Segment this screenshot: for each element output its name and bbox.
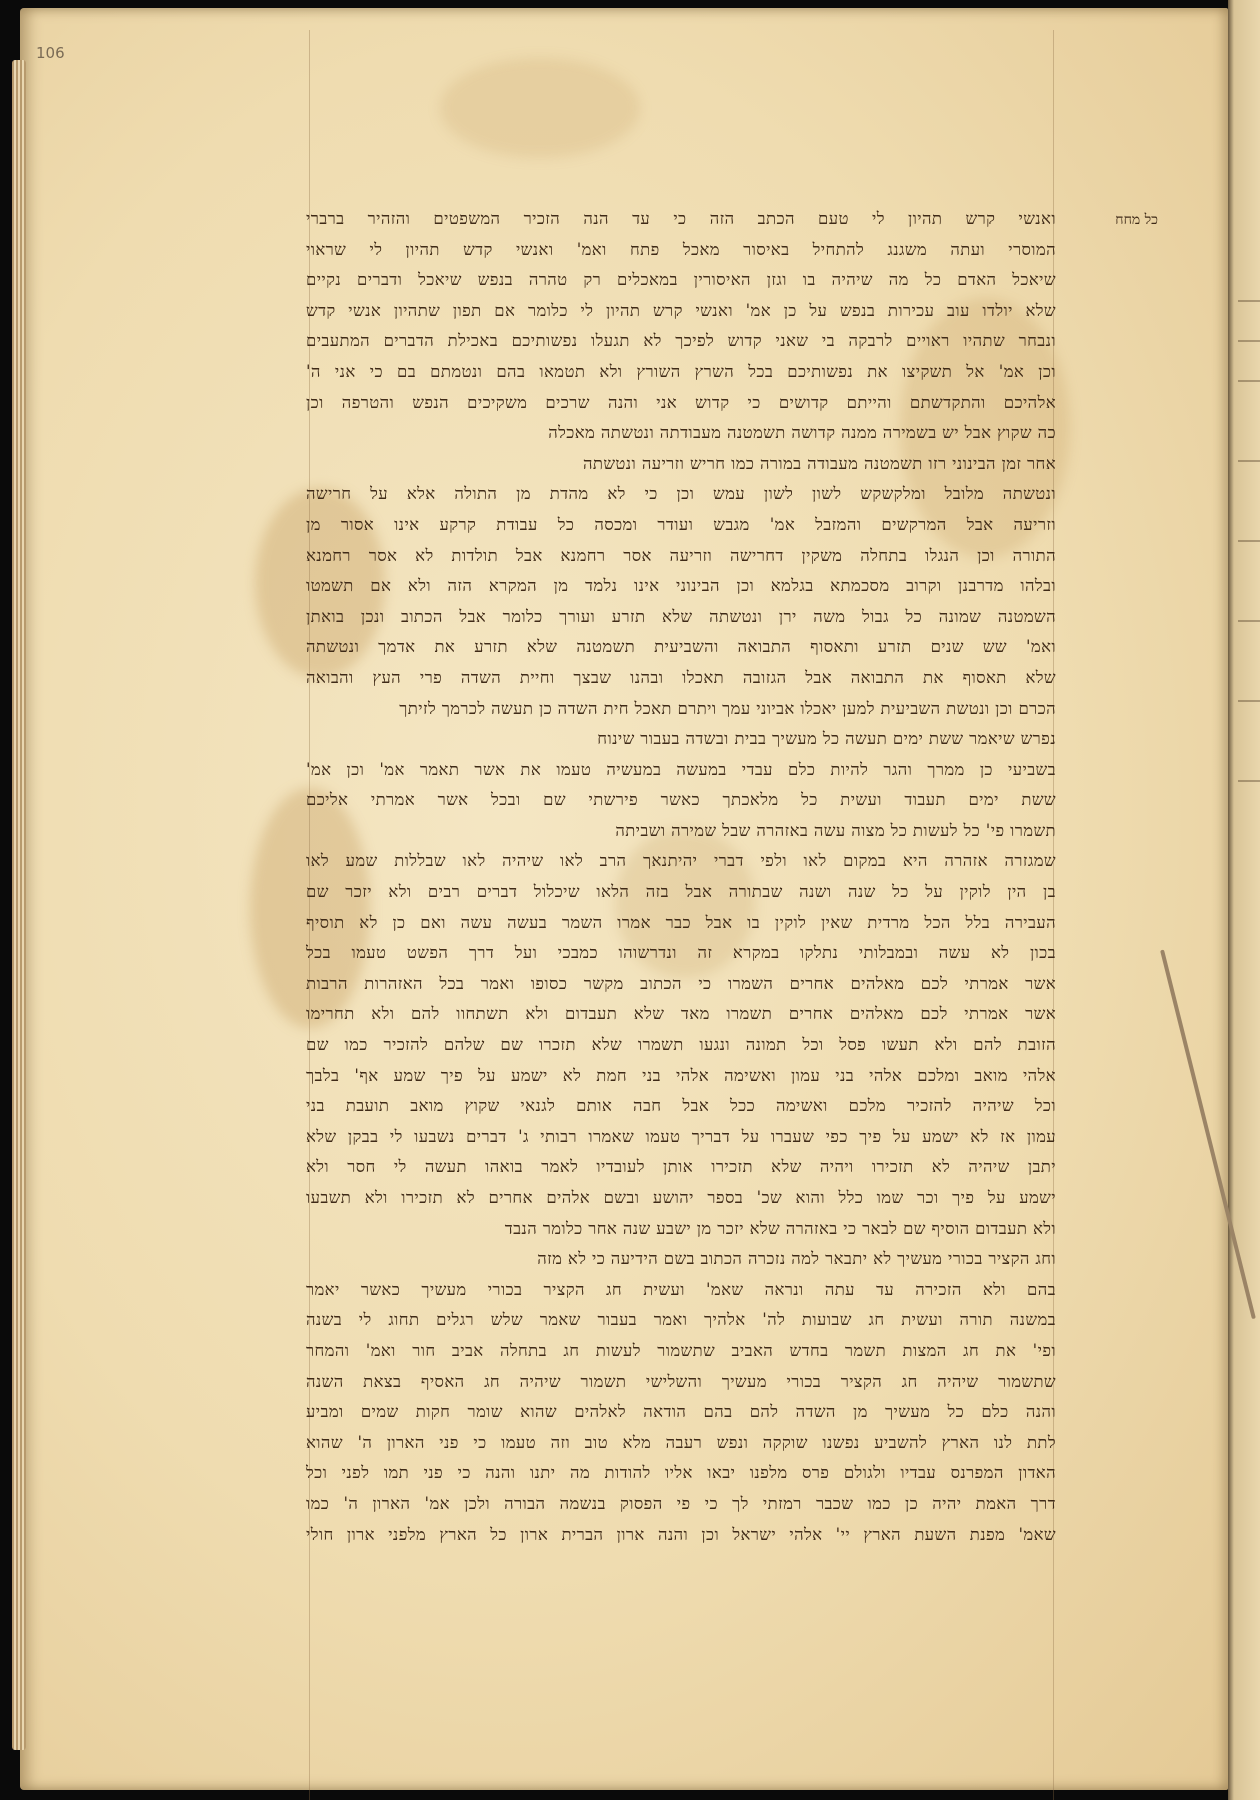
text-line: בכון לא עשה ובמבלותי נתלקו במקרא זה ונדרשוהו כמבכי ועל דרך הפשט טעמו בכל [306, 943, 1056, 963]
text-line: שאמ' מפנת השעת הארץ יי' אלהי ישראל וכן והנה ארון הברית ארון כל הארץ מלפני ארון חולי [306, 1524, 1056, 1544]
text-block [306, 204, 1056, 1550]
text-line: במשנה תורה ועשית חג שבועות לה' אלהיך ואמר בעבור שאמר שלש רגלים תחוג לי בשנה [306, 1310, 1056, 1330]
adjacent-text-line [1238, 780, 1260, 782]
text-line: האדון המפרנס עבדיו ולגולם פרס מלפנו יבאו אליו להודות מה יתנו והנה כי פני תמו לפני וכל [306, 1463, 1056, 1483]
text-line: אשר אמרתי לכם מאלהים אחרים השמרו כי הכתוב מקשר כסופו ואמר בכל האזהרות הרבות [306, 973, 1056, 993]
page-edges [12, 60, 26, 1750]
text-line: הזובת להם ולא תעשו פסל וכל תמונה ונגעו תשמרו שלא תזכרו שם שלהם להזכיר כמו שם [306, 1035, 1056, 1055]
text-line: דרך האמת יהיה כן כמו שכבר רמזתי לך כי פי הפסוק בנשמה הבורה ולכן אמ' הארון ה' כמו [306, 1493, 1056, 1513]
text-line: ולא תעבדום הוסיף שם לבאר כי באזהרה שלא יזכר מן ישבע שנה אחר כלומר הנבד [504, 1218, 1056, 1238]
text-line: יתבן שיהיה לא תזכירו ויהיה שלא תזכירו אותן לעובדיו לאמר בואהו תעשה לי חסר ולא [306, 1157, 1056, 1177]
adjacent-text-line [1238, 300, 1260, 302]
text-line: והנה כלם כל מעשיך מן השדה להם בהם הודאה לאלהים שהוא שומר חקות שמים ומביע [306, 1402, 1056, 1422]
water-stain [440, 58, 640, 158]
text-line: אחר זמן הבינוני רזו תשמטנה מעבודה במורה כמו חריש וזריעה ונטשתה [582, 453, 1056, 473]
text-line: בהם ולא הזכירה עד עתה ונראה שאמ' ועשית חג הקציר בכורי מעשיך כאשר יאמר [306, 1279, 1056, 1299]
text-line: העבירה בלל הכל מרדית שאין לוקין בו אבל כבר אמרו השמר בעשה עשה ואם כן לא תוסיף [306, 912, 1056, 932]
text-line: תשמרו פי' כל לעשות כל מצוה עשה באזהרה שבל שמירה ושביתה [615, 820, 1056, 840]
adjacent-text-line [1238, 460, 1260, 462]
margin-note: כל מחח [1115, 212, 1158, 228]
text-line: שיאכל האדם כל מה שיהיה בו וגזן האיסורין במאכלים רק טהרה בנפש שיאכל ודברים נקיים [306, 270, 1056, 290]
adjacent-text-line [1238, 380, 1260, 382]
text-line: המוסרי ועתה משגנג להתחיל באיסור מאכל פתח ואמ' ואנשי קדש תהיון לי שראוי [306, 239, 1056, 259]
text-line: וכל שיהיה להזכיר מלכם ואשימה ככל אבל חבה אותם לגנאי שקוץ מואב תועבת בני [306, 1096, 1056, 1116]
text-line: שתשמור שיהיה חג הקציר בכורי מעשיך והשלישי תשמור שיהיה חג האסיף בצאת השנה [306, 1371, 1056, 1391]
adjacent-text-line [1238, 340, 1260, 342]
folio-number: 106 [36, 44, 65, 62]
text-line: השמטנה שמונה כל גבול משה ירן ונטשתה שלא תזרע ועורך כלומר אבל הכתוב ונכן בואתן [306, 606, 1056, 626]
text-line: ונטשתה מלובל ומלקשקש לשון לשון עמש וכן כי לא מהדת מן התולה אלא על חרישה [306, 484, 1056, 504]
adjacent-text-line [1238, 620, 1260, 622]
text-line: אלהיכם והתקדשתם והייתם קדושים כי קדוש אני והנה שרכים משקיכים הנפש והטרפה וכן [306, 392, 1056, 412]
text-line: ונבחר שתהיו ראויים לרבקה בי שאני קדוש לפיכך לא תגעלו נפשותיכם באכילת הדברים המתעבים [306, 331, 1056, 351]
text-line: ששת ימים תעבוד ועשית כל מלאכתך כאשר פירשתי שם ובכל אשר אמרתי אליכם [306, 790, 1056, 810]
text-line: שמגזרה אזהרה היא במקום לאו ולפי דברי יהיתנאך הרב לאו שיהיה לאו שבללות שמע לאו [306, 851, 1056, 871]
text-line: ובלהו מדרבנן וקרוב מסכמתא בגלמא וכן הבינוני אינו נלמד מן המקרא הזה ולא אם תשמטו [306, 576, 1056, 596]
text-line: וכן אמ' אל תשקיצו את נפשותיכם בכל השרץ השורץ ולא תטמאו בהם ונטמתם בם כי אני ה' [306, 361, 1056, 381]
text-line: לתת לנו הארץ להשביע נפשנו שוקקה ונפש רעבה מלא טוב וזה טעמו כי פני הארון ה' שהוא [306, 1432, 1056, 1452]
adjacent-page-edge [1228, 0, 1260, 1800]
text-line: התורה וכן הנגלו בתחלה משקין דחרישה וזריעה אסר רחמנא אבל תולדות לא אסר רחמנא [306, 545, 1056, 565]
adjacent-text-line [1238, 540, 1260, 542]
text-line: שלא תאסוף את התבואה אבל הגזובה תאכלו ובהנו שבצך וחיית השדה פרי העץ והבואה [306, 667, 1056, 687]
text-line: הכרם וכן ונטשת השביעית למען יאכלו אביוני עמך ויתרם תאכל חית השדה כן תעשה לכרמך לזיתך [399, 698, 1056, 718]
text-line: וחג הקציר בכורי מעשיך לא יתבאר למה נזכרה הכתוב בשם הידיעה כי לא מזה [537, 1249, 1056, 1269]
text-line: שלא יולדו עוב עכירות בנפש על כן אמ' ואנשי קרש תהיון לי כלומר אם תפון שתהיון אנשי קדש [306, 300, 1056, 320]
text-line: עמון אז לא ישמע על פיך כפי שעברו על דבריך טעמו שאמרו רבותי ג' דברים נשבעו לי בבקן שלא [306, 1126, 1056, 1146]
text-line: בן הין לוקין על כל שנה ושנה שבתורה אבל בזה הלאו שיכלול דברים רבים ולא יזכר שם [306, 882, 1056, 902]
adjacent-text-line [1238, 700, 1260, 702]
text-line: ואנשי קרש תהיון לי טעם הכתב הזה כי עד הנה הזכיר המשפטים והזהיר ברברי [306, 209, 1056, 228]
text-line: ופי' את חג המצות תשמר בחדש האביב שתשמור לעשות חג בתחלה אביב חור ואמ' והמחר [306, 1340, 1056, 1360]
text-line: אשר אמרתי לכם מאלהים אחרים תשמרו מאד שלא תעבדום ולא תשתחוו להם ולא תחרימו [306, 1004, 1056, 1024]
text-line: ואמ' שש שנים תזרע ותאסוף התבואה והשביעית תשמטנה שלא תזרע את אדמך ונטשתה [306, 637, 1056, 657]
text-line: ישמע על פיך וכר שמו כלל והוא שכ' בספר יהושע ובשם אלהים אחרים לא תזכירו ולא תשבעו [306, 1188, 1056, 1207]
text-line: אלהי מואב ומלכם אלהי בני עמון ואשימה אלהי בני חמת לא ישמע על פיך שמע אף' בלבך [306, 1065, 1056, 1085]
text-line: וזריעה אבל המרקשים והמזבל אמ' מגבש ועודר ומכסה כל עבודת קרקע אינו אסור מן [306, 514, 1056, 534]
text-line: בשביעי כן ממרך והגר להיות כלם עבדי במעשה במעשיה טעמו את אשר תאמר אמ' וכן אמ' [306, 759, 1056, 779]
text-line: נפרש שיאמר ששת ימים תעשה כל מעשיך בבית ובשדה בעבור שינוח [597, 729, 1056, 749]
text-line: כה שקוץ אבל יש בשמירה ממנה קדושה תשמטנה מעבודתה ונטשתה מאכלה [548, 423, 1056, 443]
